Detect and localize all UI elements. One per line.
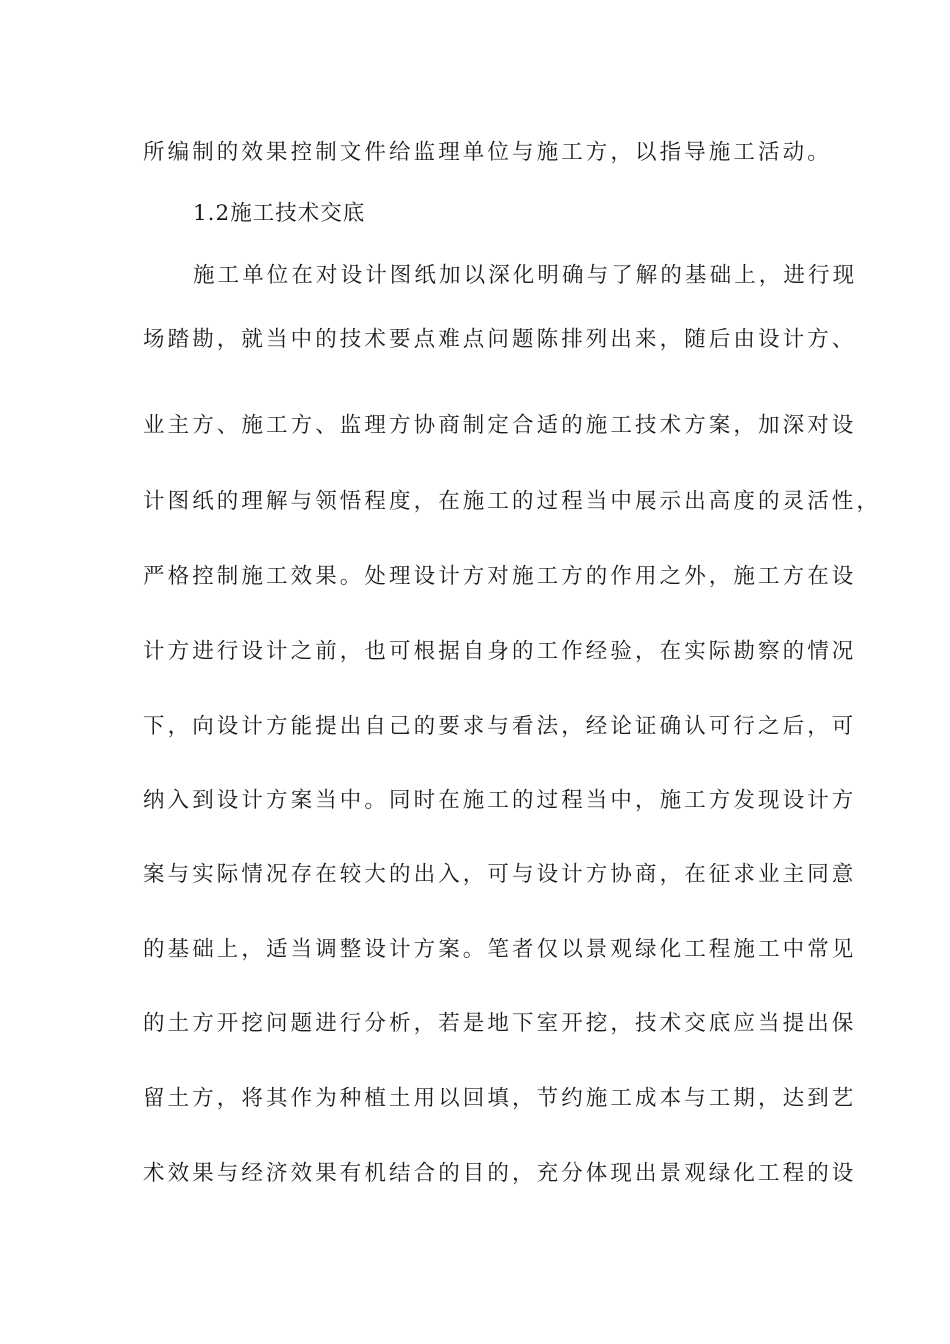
section-heading: 1.2施工技术交底 [193,201,366,226]
paragraph-line: 业主方、施工方、监理方协商制定合适的施工技术方案，加深对设 [143,413,857,438]
paragraph-line: 案与实际情况存在较大的出入，可与设计方协商，在征求业主同意 [143,862,857,887]
paragraph-line: 术效果与经济效果有机结合的目的，充分体现出景观绿化工程的设 [143,1161,857,1186]
paragraph-continuation-line: 所编制的效果控制文件给监理单位与施工方，以指导施工活动。 [143,140,832,165]
paragraph-first-line: 施工单位在对设计图纸加以深化明确与了解的基础上，进行现 [193,263,858,288]
paragraph-line: 纳入到设计方案当中。同时在施工的过程当中，施工方发现设计方 [143,788,857,813]
paragraph-line: 的土方开挖问题进行分析，若是地下室开挖，技术交底应当提出保 [143,1011,857,1036]
paragraph-line: 下，向设计方能提出自己的要求与看法，经论证确认可行之后，可 [143,714,857,739]
paragraph-line: 的基础上，适当调整设计方案。笔者仅以景观绿化工程施工中常见 [143,937,857,962]
paragraph-line: 计图纸的理解与领悟程度，在施工的过程当中展示出高度的灵活性， [143,489,882,514]
paragraph-line: 场踏勘，就当中的技术要点难点问题陈排列出来，随后由设计方、 [143,327,857,352]
paragraph-line: 严格控制施工效果。处理设计方对施工方的作用之外，施工方在设 [143,564,857,589]
paragraph-line: 计方进行设计之前，也可根据自身的工作经验，在实际勘察的情况 [143,639,857,664]
paragraph-line: 留土方，将其作为种植土用以回填，节约施工成本与工期，达到艺 [143,1086,857,1111]
